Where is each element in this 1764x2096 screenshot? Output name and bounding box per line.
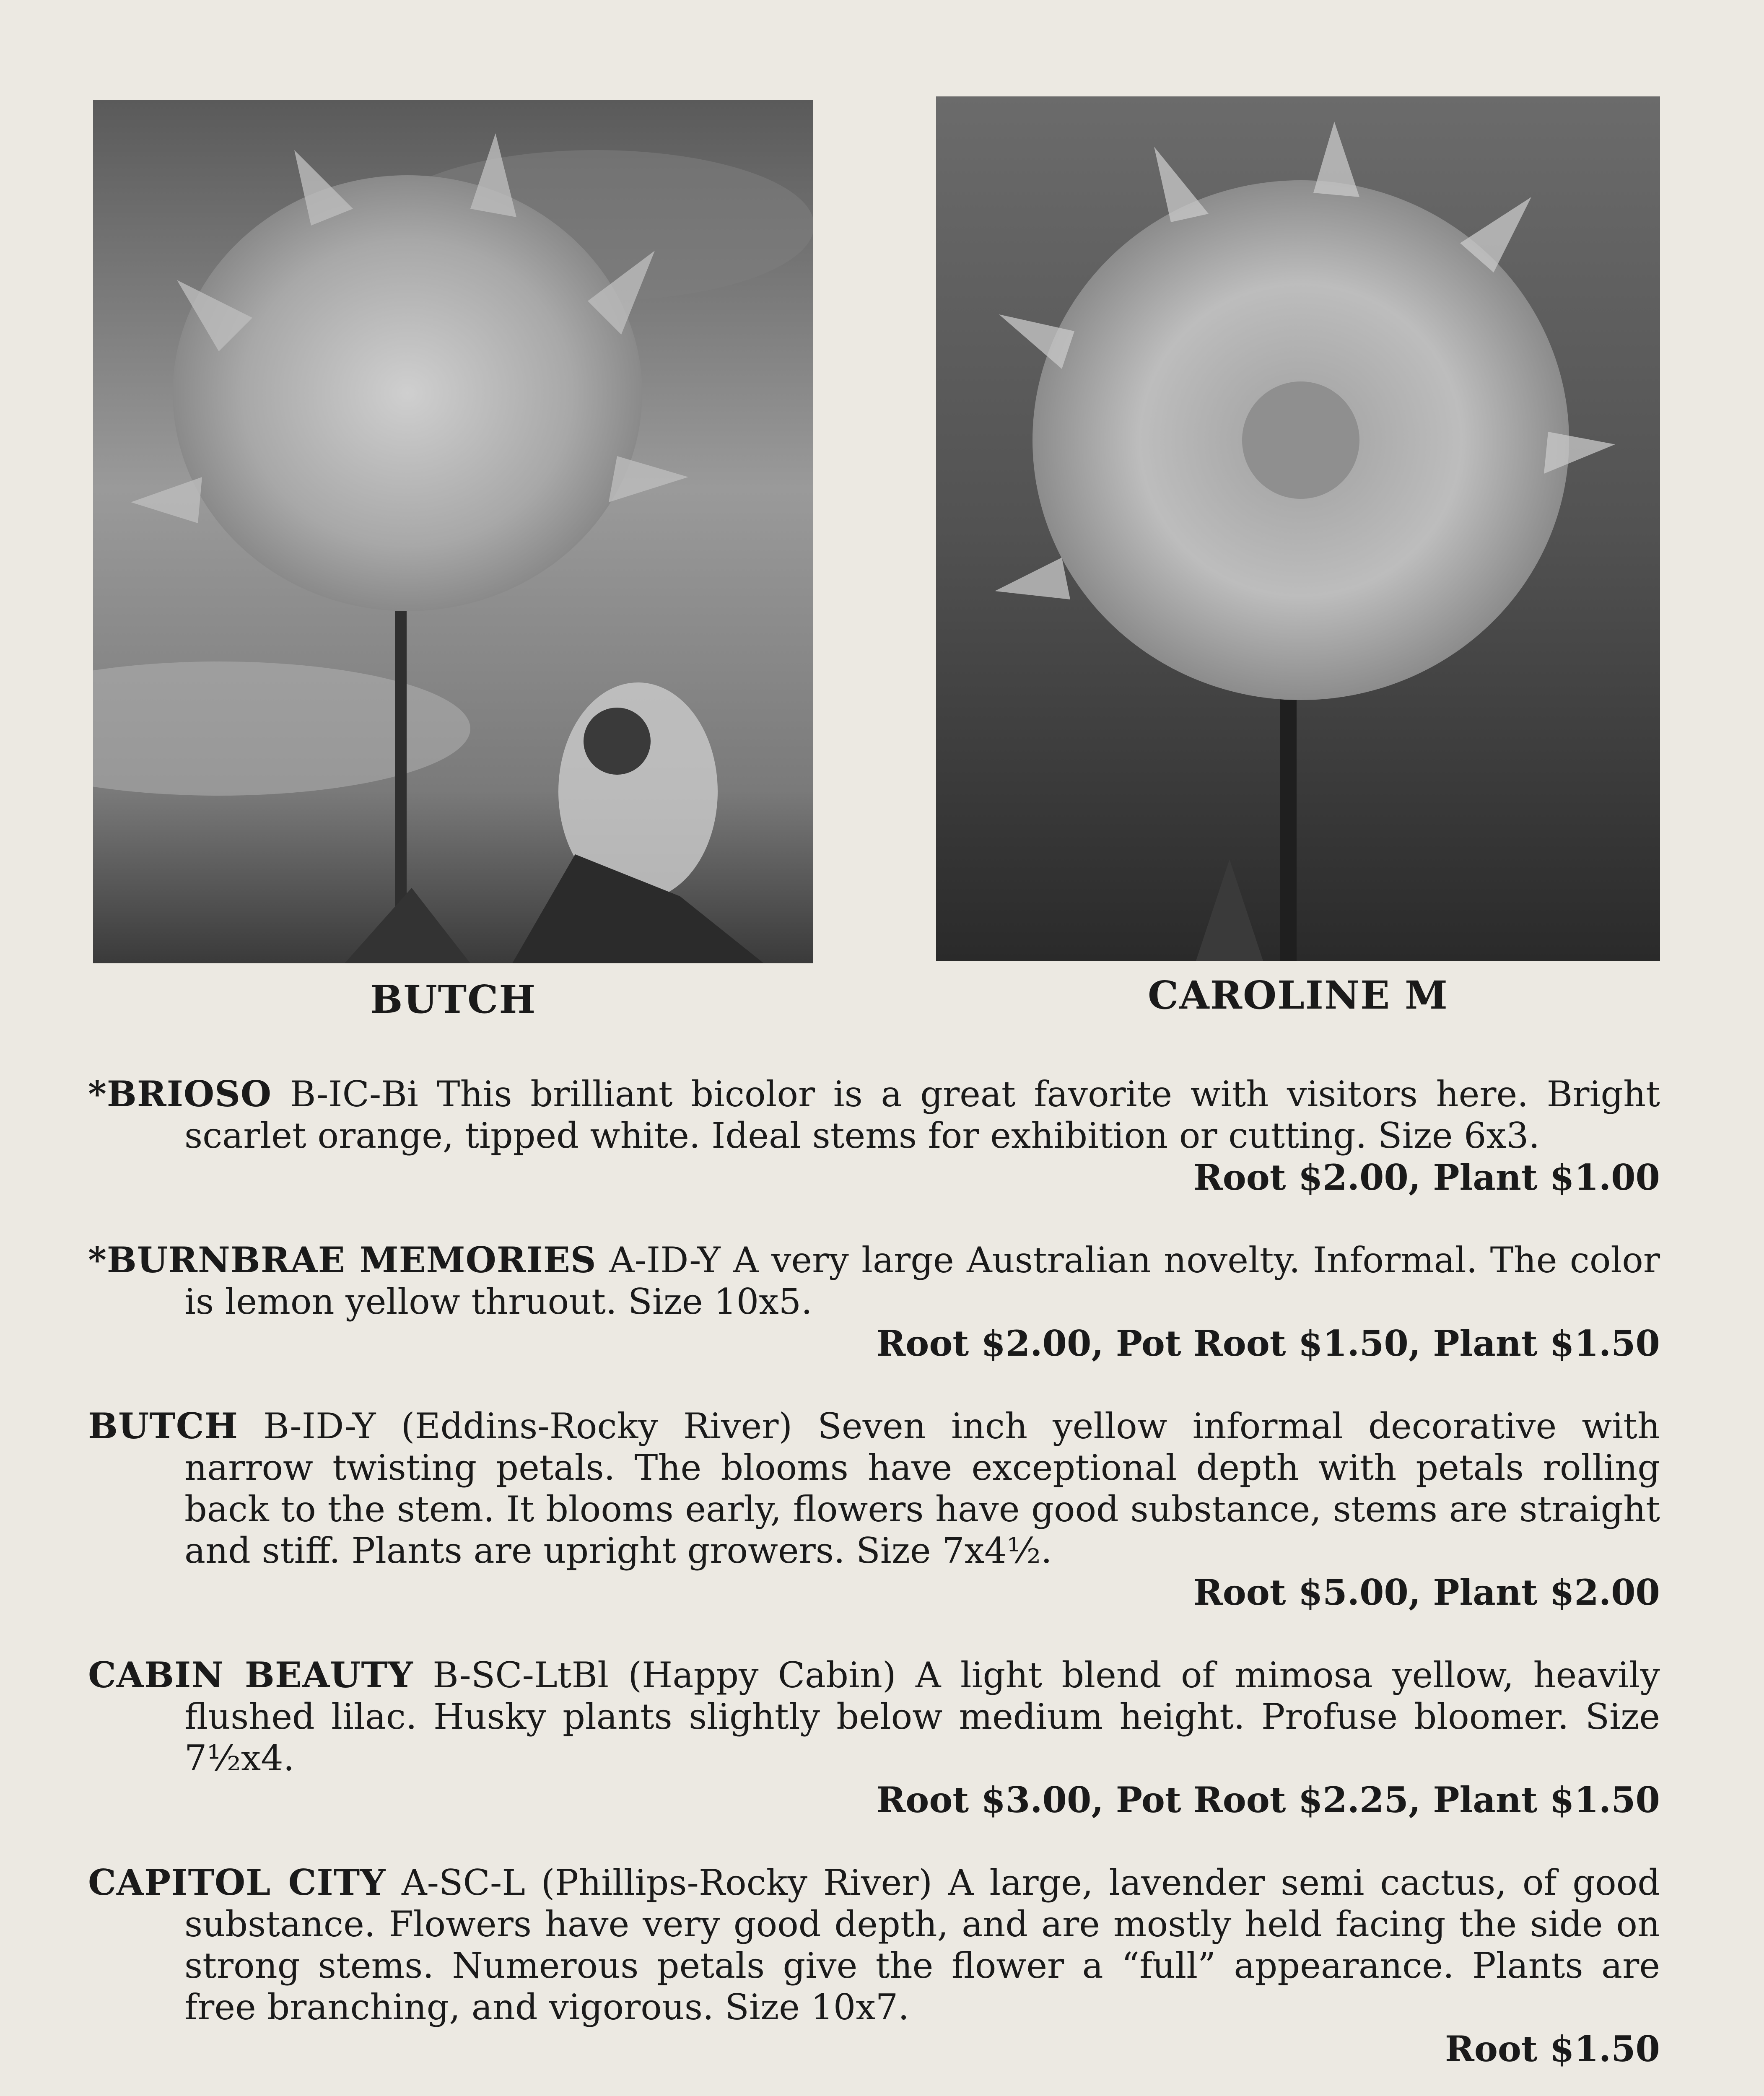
- entry-price: Root $3.00, Pot Root $2.25, Plant $1.50: [876, 1779, 1660, 1821]
- entry-name: *BRIOSO: [88, 1073, 272, 1115]
- butch-photo: [93, 100, 813, 963]
- butch-caption: BUTCH: [370, 977, 537, 1022]
- catalog-entry-butch: [88, 1405, 1660, 1613]
- entry-description: B-IC-Bi This brilliant bicolor is a great favorite with visitors here. Bright scarlet orange, tipped white. Ideal stems for exhibition or cutting. Size 6x3.: [184, 1074, 1660, 1156]
- entry-price: Root $1.50: [1445, 2028, 1660, 2070]
- entry-description: B-ID-Y (Eddins-Rocky River) Seven inch yellow informal decorative with narrow twisting petals. The blooms have exceptional depth with petals rolling back to the stem. It blooms early, flowers have good substance, stems are straight and stiff. Plants are upright growers. Size 7x4½.: [184, 1406, 1660, 1571]
- butch-dahlia-image: [93, 100, 813, 963]
- caroline-m-photo: [936, 96, 1660, 961]
- catalog-entry-brioso: [88, 1073, 1660, 1198]
- caroline-m-dahlia-image: [936, 96, 1660, 961]
- entry-name: BUTCH: [88, 1405, 238, 1447]
- entry-description: A-SC-L (Phillips-Rocky River) A large, lavender semi cactus, of good substance. Flowers have very good depth, and are mostly held facing the side on strong stems. Numerous petals give the flower a “full” appearance. Plants are free branching, and vigorous. Size 10x7.: [184, 1862, 1660, 2028]
- entry-name: CAPITOL CITY: [88, 1862, 386, 1903]
- entry-price: Root $2.00, Pot Root $1.50, Plant $1.50: [876, 1323, 1660, 1364]
- caroline-m-caption: CAROLINE M: [1147, 973, 1448, 1018]
- catalog-entries: [88, 1073, 1660, 2096]
- catalog-entry-cabin-beauty: [88, 1654, 1660, 1821]
- entry-price: Root $2.00, Plant $1.00: [1193, 1157, 1660, 1198]
- entry-description: A-ID-Y A very large Australian novelty. Informal. The color is lemon yellow thruout. Size 10x5.: [184, 1240, 1660, 1322]
- catalog-entry-capitol-city: [88, 1862, 1660, 2070]
- entry-description: B-SC-LtBl (Happy Cabin) A light blend of mimosa yellow, heavily flushed lilac. Husky plants slightly below medium height. Profuse bloomer. Size 7½x4.: [184, 1655, 1660, 1779]
- entry-price: Root $5.00, Plant $2.00: [1193, 1572, 1660, 1613]
- entry-name: CABIN BEAUTY: [88, 1654, 413, 1696]
- entry-name: *BURNBRAE MEMORIES: [88, 1239, 597, 1281]
- catalog-entry-burnbrae-memories: [88, 1239, 1660, 1364]
